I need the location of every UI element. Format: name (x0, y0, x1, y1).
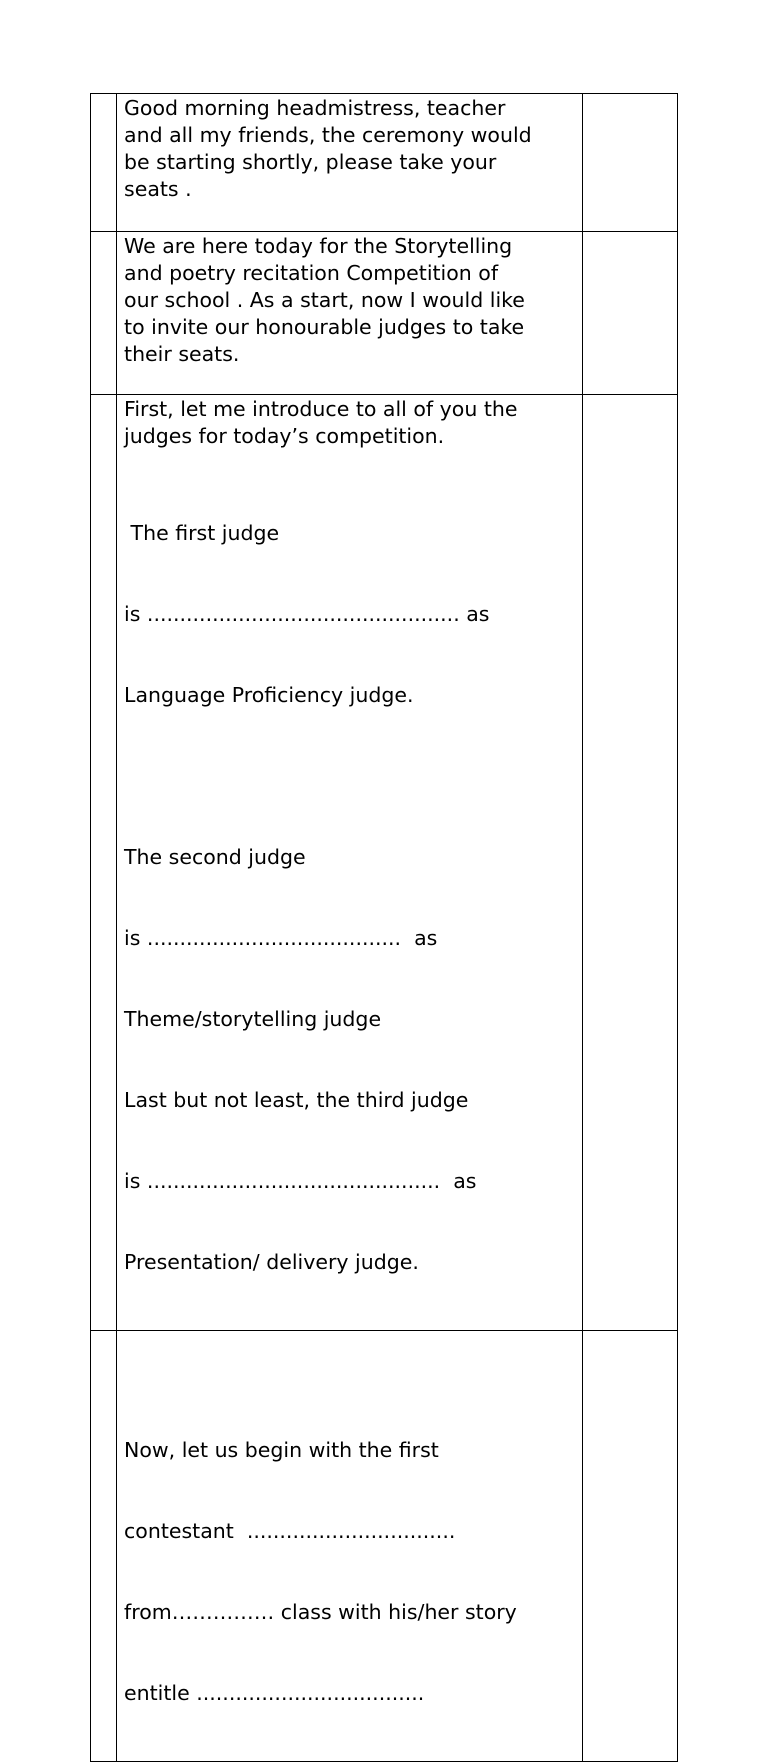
text-line: our school . As a start, now I would like (124, 288, 525, 312)
number-cell (91, 395, 117, 1331)
text-line: their seats. (124, 342, 240, 366)
text-line: is ............................................. as (124, 1169, 477, 1193)
judges-intro-paragraph (124, 396, 576, 450)
text-line: Now, let us begin with the first (124, 1438, 439, 1462)
script-table (90, 93, 678, 1762)
script-cell (117, 94, 583, 232)
text-line: Last but not least, the third judge (124, 1088, 469, 1112)
text-line: contestant ................................ (124, 1519, 456, 1543)
text-line: to invite our honourable judges to take (124, 315, 525, 339)
note-cell (582, 395, 677, 1331)
table-row (91, 232, 678, 395)
text-line: from…………… class with his/her story (124, 1600, 517, 1624)
first-judge-paragraph (124, 466, 576, 763)
text-line: judges for today’s competition. (124, 424, 445, 448)
text-line: The second judge (124, 845, 306, 869)
text-line: and all my friends, the ceremony would (124, 123, 532, 147)
text-line: Presentation/ delivery judge. (124, 1250, 419, 1274)
table-row (91, 395, 678, 1331)
text-line: We are here today for the Storytelling (124, 234, 513, 258)
second-third-judge-paragraph (124, 790, 576, 1330)
text-line: and poetry recitation Competition of (124, 261, 499, 285)
text-line: Language Proficiency judge. (124, 683, 414, 707)
text-line: is ................................................ as (124, 602, 490, 626)
script-cell (117, 1331, 583, 1762)
text-line: is ....................................... as (124, 926, 438, 950)
first-contestant-paragraph (124, 1383, 576, 1761)
number-cell (91, 94, 117, 232)
script-cell (117, 395, 583, 1331)
welcome-paragraph (124, 95, 576, 203)
table-row (91, 94, 678, 232)
text-line: The first judge (124, 521, 280, 545)
note-cell (582, 232, 677, 395)
number-cell (91, 1331, 117, 1762)
number-cell (91, 232, 117, 395)
script-cell (117, 232, 583, 395)
table-row (91, 1331, 678, 1762)
text-line: entitle ................................... (124, 1681, 425, 1705)
text-line: Theme/storytelling judge (124, 1007, 382, 1031)
note-cell (582, 94, 677, 232)
note-cell (582, 1331, 677, 1762)
text-line: Good morning headmistress, teacher (124, 96, 506, 120)
text-line: be starting shortly, please take your (124, 150, 497, 174)
invite-judges-paragraph (124, 233, 576, 368)
text-line: First, let me introduce to all of you the (124, 397, 518, 421)
text-line: seats . (124, 177, 192, 201)
